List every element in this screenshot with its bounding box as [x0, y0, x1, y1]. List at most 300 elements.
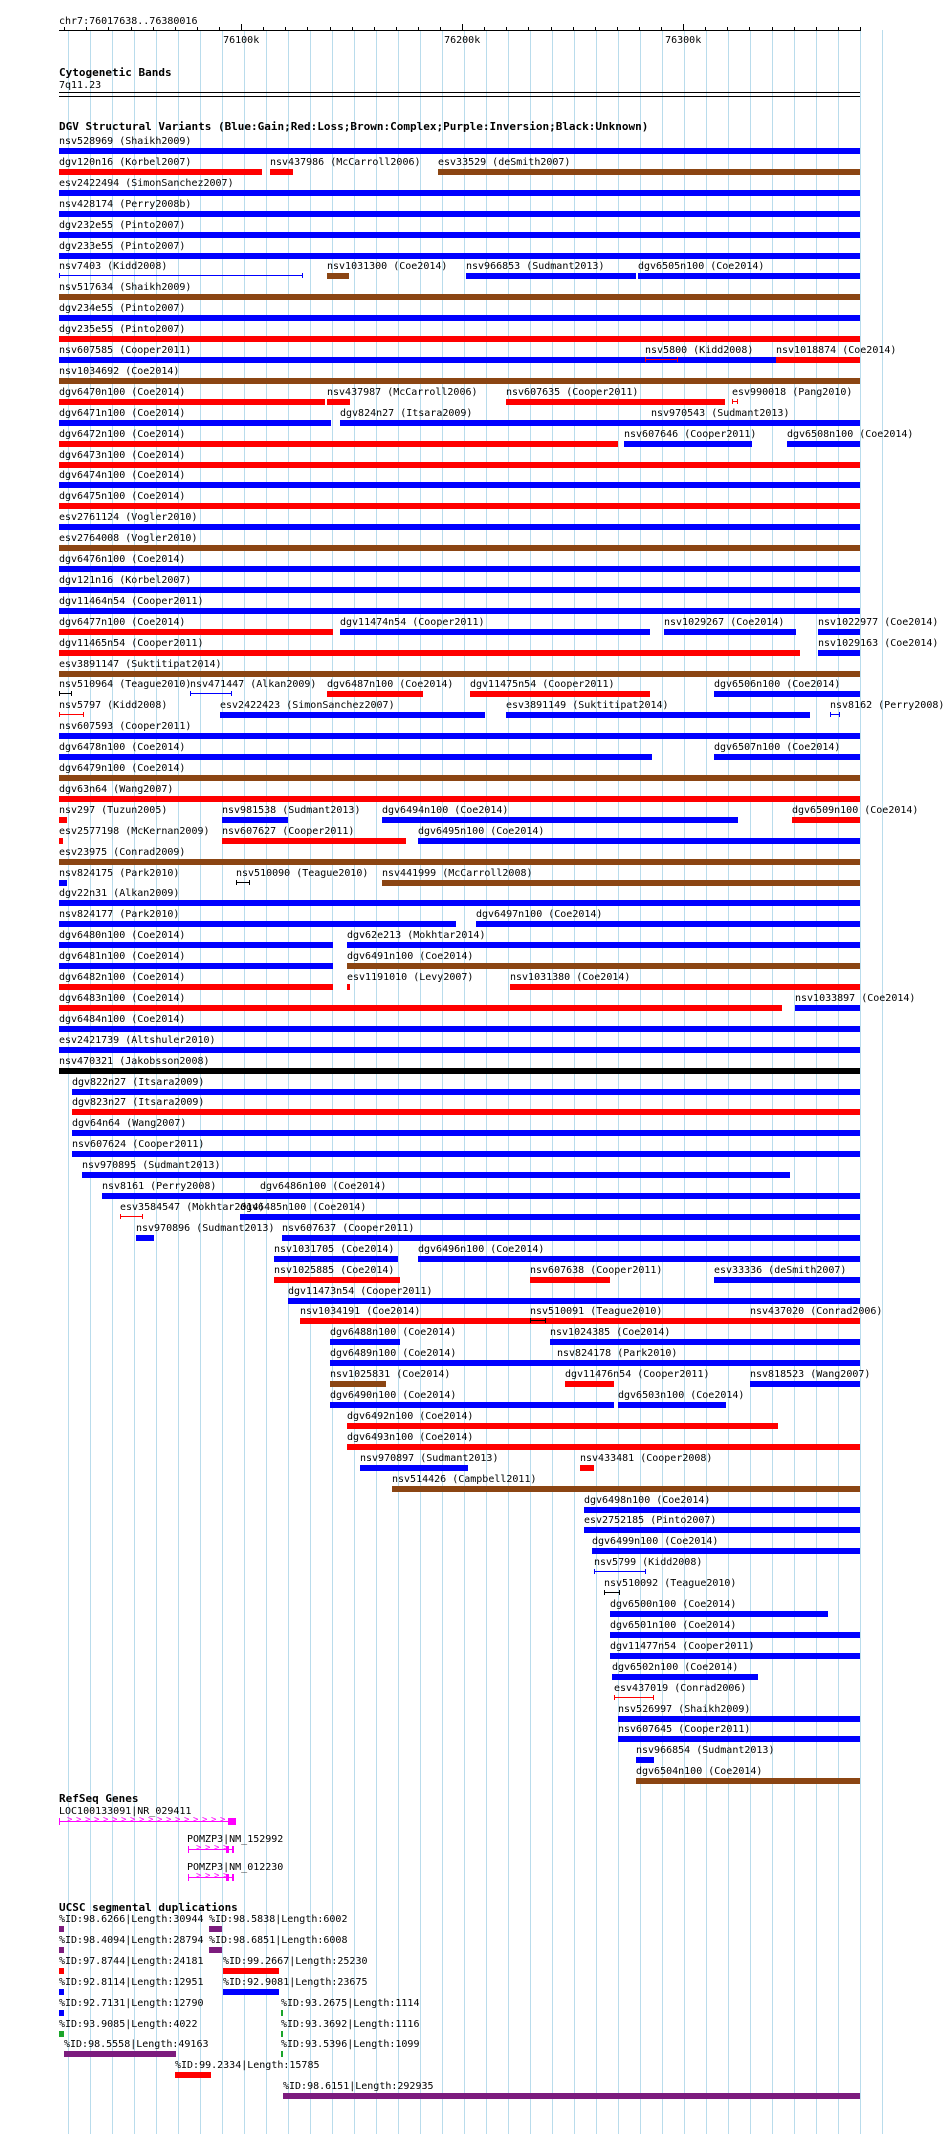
segdup-label[interactable]: %ID:93.2675|Length:1114	[281, 1997, 420, 2009]
variant-bar[interactable]	[392, 1486, 860, 1492]
variant-label[interactable]: nsv526997 (Shaikh2009)	[618, 1703, 751, 1715]
variant-bar[interactable]	[530, 1320, 546, 1321]
variant-label[interactable]: dgv11473n54 (Cooper2011)	[288, 1285, 433, 1297]
dgv-track-title[interactable]: DGV Structural Variants (Blue:Gain;Red:Loss;Brown:Complex;Purple:Inversion;Black:Unknown)	[59, 120, 649, 133]
variant-bar[interactable]	[288, 1298, 860, 1304]
segdup-label[interactable]: %ID:92.8114|Length:12951	[59, 1976, 204, 1988]
segdup-label[interactable]: %ID:98.6151|Length:292935	[283, 2081, 434, 2093]
variant-label[interactable]: nsv607624 (Cooper2011)	[72, 1139, 205, 1151]
segdup-bar[interactable]	[59, 2010, 64, 2016]
variant-label[interactable]: dgv6477n100 (Coe2014)	[59, 616, 186, 628]
variant-label[interactable]: nsv1025831 (Coe2014)	[330, 1369, 451, 1381]
variant-label[interactable]: dgv6472n100 (Coe2014)	[59, 428, 186, 440]
variant-bar[interactable]	[270, 169, 293, 175]
variant-bar[interactable]	[59, 629, 333, 635]
variant-label[interactable]: dgv63n64 (Wang2007)	[59, 783, 174, 795]
variant-label[interactable]: nsv1029163 (Coe2014)	[818, 637, 939, 649]
variant-label[interactable]: dgv11476n54 (Cooper2011)	[565, 1369, 710, 1381]
variant-bar[interactable]	[59, 441, 618, 447]
variant-label[interactable]: nsv966854 (Sudmant2013)	[636, 1745, 775, 1757]
segdup-bar[interactable]	[281, 2031, 283, 2037]
variant-label[interactable]: esv33336 (deSmith2007)	[714, 1264, 847, 1276]
variant-label[interactable]: dgv6509n100 (Coe2014)	[792, 804, 919, 816]
variant-bar[interactable]	[59, 357, 860, 363]
variant-bar[interactable]	[282, 1235, 860, 1241]
variant-bar[interactable]	[59, 232, 860, 238]
variant-label[interactable]: nsv441999 (McCarroll2008)	[382, 867, 533, 879]
variant-bar[interactable]	[506, 399, 725, 405]
variant-label[interactable]: nsv607635 (Cooper2011)	[506, 386, 639, 398]
variant-label[interactable]: dgv6503n100 (Coe2014)	[618, 1390, 745, 1401]
variant-label[interactable]: dgv824n27 (Itsara2009)	[340, 407, 473, 419]
variant-bar[interactable]	[59, 859, 860, 865]
variant-label[interactable]: esv2761124 (Vogler2010)	[59, 512, 198, 524]
variant-label[interactable]: esv23975 (Conrad2009)	[59, 846, 186, 858]
variant-label[interactable]: dgv6480n100 (Coe2014)	[59, 930, 186, 942]
variant-label[interactable]: dgv6502n100 (Coe2014)	[612, 1661, 739, 1673]
variant-bar[interactable]	[240, 1214, 860, 1220]
variant-bar[interactable]	[59, 963, 333, 969]
variant-label[interactable]: nsv8161 (Perry2008)	[102, 1181, 217, 1192]
variant-bar[interactable]	[59, 545, 860, 551]
variant-bar[interactable]	[604, 1592, 620, 1593]
variant-bar[interactable]	[59, 169, 262, 175]
variant-label[interactable]: nsv437987 (McCarroll2006)	[327, 386, 478, 398]
variant-bar[interactable]	[624, 441, 752, 447]
variant-bar[interactable]	[82, 1172, 790, 1178]
variant-bar[interactable]	[274, 1277, 400, 1283]
variant-label[interactable]: dgv6506n100 (Coe2014)	[714, 679, 841, 691]
variant-label[interactable]: nsv5800 (Kidd2008)	[645, 345, 754, 356]
variant-label[interactable]: nsv5799 (Kidd2008)	[594, 1557, 703, 1569]
variant-bar[interactable]	[347, 963, 860, 969]
variant-label[interactable]: nsv1031300 (Coe2014)	[327, 261, 448, 273]
variant-label[interactable]: esv33529 (deSmith2007)	[438, 156, 571, 168]
variant-label[interactable]: esv990018 (Pang2010)	[732, 386, 853, 398]
variant-bar[interactable]	[59, 253, 860, 259]
segdup-bar[interactable]	[223, 1989, 279, 1995]
variant-bar[interactable]	[59, 420, 331, 426]
variant-bar[interactable]	[714, 754, 860, 760]
variant-label[interactable]: nsv607638 (Cooper2011)	[530, 1264, 663, 1276]
variant-bar[interactable]	[59, 211, 860, 217]
variant-label[interactable]: esv3891149 (Suktitipat2014)	[506, 700, 669, 712]
variant-label[interactable]: nsv970543 (Sudmant2013)	[651, 407, 790, 419]
variant-label[interactable]: dgv6489n100 (Coe2014)	[330, 1348, 457, 1360]
segdup-label[interactable]: %ID:98.4094|Length:28794	[59, 1934, 204, 1946]
variant-bar[interactable]	[476, 921, 860, 927]
variant-label[interactable]: dgv6482n100 (Coe2014)	[59, 972, 186, 983]
variant-bar[interactable]	[59, 775, 860, 781]
variant-label[interactable]: nsv437020 (Conrad2006)	[750, 1306, 883, 1318]
variant-bar[interactable]	[59, 503, 860, 509]
variant-label[interactable]: esv2422494 (SimonSanchez2007)	[59, 177, 234, 189]
variant-label[interactable]: nsv297 (Tuzun2005)	[59, 804, 168, 816]
variant-label[interactable]: nsv7403 (Kidd2008)	[59, 261, 168, 273]
variant-bar[interactable]	[638, 273, 860, 279]
variant-bar[interactable]	[327, 691, 423, 697]
variant-bar[interactable]	[59, 566, 860, 572]
variant-bar[interactable]	[59, 148, 860, 154]
variant-bar[interactable]	[470, 691, 650, 697]
variant-bar[interactable]	[59, 1068, 860, 1074]
variant-label[interactable]: dgv11465n54 (Cooper2011)	[59, 637, 204, 649]
variant-label[interactable]: dgv6485n100 (Coe2014)	[240, 1201, 367, 1213]
segdup-label[interactable]: %ID:98.6266|Length:30944	[59, 1914, 204, 1925]
variant-label[interactable]: dgv6491n100 (Coe2014)	[347, 951, 474, 963]
variant-bar[interactable]	[59, 817, 67, 823]
variant-bar[interactable]	[610, 1632, 860, 1638]
gene-label[interactable]: LOC100133091|NR_029411	[59, 1806, 192, 1817]
variant-label[interactable]: nsv470321 (Jakobsson2008)	[59, 1055, 210, 1067]
variant-label[interactable]: dgv6475n100 (Coe2014)	[59, 491, 186, 503]
variant-bar[interactable]	[327, 399, 350, 405]
variant-bar[interactable]	[260, 1193, 860, 1199]
variant-label[interactable]: dgv6508n100 (Coe2014)	[787, 428, 914, 440]
variant-bar[interactable]	[59, 190, 860, 196]
variant-label[interactable]: dgv6501n100 (Coe2014)	[610, 1619, 737, 1631]
variant-bar[interactable]	[330, 1402, 614, 1408]
variant-label[interactable]: dgv11474n54 (Cooper2011)	[340, 616, 485, 628]
variant-bar[interactable]	[776, 357, 860, 363]
segdup-bar[interactable]	[223, 1968, 279, 1974]
variant-label[interactable]: nsv824178 (Park2010)	[557, 1348, 678, 1360]
variant-bar[interactable]	[72, 1109, 860, 1115]
variant-label[interactable]: dgv6498n100 (Coe2014)	[584, 1494, 711, 1506]
segdup-track-title[interactable]: UCSC segmental duplications	[59, 1901, 238, 1914]
segdup-label[interactable]: %ID:98.5558|Length:49163	[64, 2039, 209, 2051]
variant-bar[interactable]	[59, 482, 860, 488]
variant-label[interactable]: dgv6486n100 (Coe2014)	[260, 1181, 387, 1192]
variant-label[interactable]: dgv235e55 (Pinto2007)	[59, 324, 186, 336]
variant-bar[interactable]	[300, 1318, 860, 1324]
segdup-label[interactable]: %ID:98.5838|Length:6002	[209, 1914, 348, 1925]
variant-bar[interactable]	[190, 693, 232, 694]
variant-bar[interactable]	[614, 1697, 654, 1698]
variant-label[interactable]: dgv822n27 (Itsara2009)	[72, 1076, 205, 1088]
variant-bar[interactable]	[636, 1757, 654, 1763]
gene-label[interactable]: POMZP3|NM_152992	[187, 1834, 284, 1845]
refseq-track-title[interactable]: RefSeq Genes	[59, 1792, 139, 1805]
segdup-label[interactable]: %ID:97.8744|Length:24181	[59, 1955, 204, 1967]
variant-label[interactable]: dgv6474n100 (Coe2014)	[59, 470, 186, 482]
variant-bar[interactable]	[584, 1507, 860, 1513]
variant-bar[interactable]	[618, 1716, 860, 1722]
variant-bar[interactable]	[382, 817, 738, 823]
variant-label[interactable]: nsv528969 (Shaikh2009)	[59, 136, 192, 147]
variant-label[interactable]: nsv1025885 (Coe2014)	[274, 1264, 395, 1276]
segdup-bar[interactable]	[209, 1926, 222, 1932]
variant-bar[interactable]	[59, 921, 456, 927]
segdup-bar[interactable]	[281, 2010, 283, 2016]
variant-label[interactable]: esv3891147 (Suktitipat2014)	[59, 658, 222, 670]
variant-bar[interactable]	[59, 294, 860, 300]
variant-label[interactable]: nsv970896 (Sudmant2013)	[136, 1222, 275, 1234]
variant-label[interactable]: dgv11475n54 (Cooper2011)	[470, 679, 615, 691]
variant-label[interactable]: nsv1034191 (Coe2014)	[300, 1306, 421, 1318]
variant-bar[interactable]	[750, 1381, 860, 1387]
variant-bar[interactable]	[59, 880, 67, 886]
variant-label[interactable]: nsv1029267 (Coe2014)	[664, 616, 785, 628]
variant-label[interactable]: nsv818523 (Wang2007)	[750, 1369, 871, 1381]
variant-label[interactable]: dgv6479n100 (Coe2014)	[59, 763, 186, 774]
variant-label[interactable]: dgv6499n100 (Coe2014)	[592, 1536, 719, 1548]
variant-label[interactable]: nsv1033897 (Coe2014)	[795, 992, 916, 1004]
gene-label[interactable]: POMZP3|NM_012230	[187, 1862, 284, 1873]
variant-bar[interactable]	[382, 880, 860, 886]
variant-bar[interactable]	[651, 420, 860, 426]
variant-label[interactable]: nsv1031705 (Coe2014)	[274, 1243, 395, 1255]
segdup-bar[interactable]	[64, 2051, 176, 2057]
variant-label[interactable]: nsv981538 (Sudmant2013)	[222, 804, 361, 816]
variant-bar[interactable]	[636, 1778, 860, 1784]
segdup-label[interactable]: %ID:99.2334|Length:15785	[175, 2060, 320, 2072]
variant-bar[interactable]	[438, 169, 860, 175]
variant-bar[interactable]	[418, 1256, 860, 1262]
variant-bar[interactable]	[618, 1402, 726, 1408]
variant-bar[interactable]	[72, 1151, 860, 1157]
variant-label[interactable]: nsv437986 (McCarroll2006)	[270, 156, 421, 168]
variant-label[interactable]: dgv6493n100 (Coe2014)	[347, 1431, 474, 1443]
variant-label[interactable]: nsv607637 (Cooper2011)	[282, 1222, 415, 1234]
variant-bar[interactable]	[59, 838, 63, 844]
variant-bar[interactable]	[59, 942, 333, 948]
variant-bar[interactable]	[59, 796, 860, 802]
variant-bar[interactable]	[330, 1381, 386, 1387]
variant-label[interactable]: dgv6478n100 (Coe2014)	[59, 742, 186, 754]
variant-bar[interactable]	[347, 1444, 860, 1450]
variant-label[interactable]: nsv1018874 (Coe2014)	[776, 345, 897, 356]
variant-label[interactable]: dgv62e213 (Mokhtar2014)	[347, 930, 486, 942]
variant-bar[interactable]	[580, 1465, 594, 1471]
variant-bar[interactable]	[59, 587, 860, 593]
variant-label[interactable]: nsv607646 (Cooper2011)	[624, 428, 757, 440]
variant-bar[interactable]	[750, 1320, 800, 1321]
variant-bar[interactable]	[530, 1277, 610, 1283]
variant-bar[interactable]	[274, 1256, 398, 1262]
variant-bar[interactable]	[59, 1026, 860, 1032]
variant-bar[interactable]	[612, 1674, 758, 1680]
variant-label[interactable]: dgv233e55 (Pinto2007)	[59, 240, 186, 252]
variant-bar[interactable]	[584, 1527, 860, 1533]
variant-bar[interactable]	[59, 399, 325, 405]
variant-label[interactable]: nsv514426 (Campbell2011)	[392, 1473, 537, 1485]
variant-label[interactable]: dgv6500n100 (Coe2014)	[610, 1599, 737, 1610]
variant-label[interactable]: esv2577198 (McKernan2009)	[59, 825, 210, 837]
variant-label[interactable]: nsv824175 (Park2010)	[59, 867, 180, 879]
segdup-label[interactable]: %ID:92.9081|Length:23675	[223, 1976, 368, 1988]
variant-label[interactable]: dgv6505n100 (Coe2014)	[638, 261, 765, 273]
variant-label[interactable]: esv437019 (Conrad2006)	[614, 1682, 747, 1694]
variant-bar[interactable]	[59, 608, 860, 614]
variant-label[interactable]: nsv1022977 (Coe2014)	[818, 616, 939, 628]
variant-bar[interactable]	[795, 1005, 860, 1011]
variant-label[interactable]: dgv6490n100 (Coe2014)	[330, 1390, 457, 1401]
variant-bar[interactable]	[222, 838, 406, 844]
variant-label[interactable]: esv2422423 (SimonSanchez2007)	[220, 700, 395, 712]
variant-label[interactable]: dgv823n27 (Itsara2009)	[72, 1097, 205, 1109]
variant-bar[interactable]	[59, 275, 303, 276]
segdup-label[interactable]: %ID:93.3692|Length:1116	[281, 2018, 420, 2030]
variant-bar[interactable]	[59, 462, 860, 468]
variant-bar[interactable]	[565, 1381, 614, 1387]
variant-label[interactable]: nsv510964 (Teague2010)	[59, 679, 192, 691]
variant-bar[interactable]	[550, 1339, 860, 1345]
variant-bar[interactable]	[136, 1235, 154, 1241]
variant-label[interactable]: esv2764008 (Vogler2010)	[59, 533, 198, 545]
variant-bar[interactable]	[327, 273, 349, 279]
segdup-label[interactable]: %ID:92.7131|Length:12790	[59, 1997, 204, 2009]
variant-bar[interactable]	[59, 336, 860, 342]
variant-label[interactable]: nsv510092 (Teague2010)	[604, 1578, 737, 1590]
variant-label[interactable]: nsv471447 (Alkan2009)	[190, 679, 317, 691]
variant-bar[interactable]	[347, 942, 860, 948]
variant-bar[interactable]	[72, 1130, 860, 1136]
segdup-label[interactable]: %ID:93.9085|Length:4022	[59, 2018, 198, 2030]
variant-bar[interactable]	[714, 691, 860, 697]
variant-bar[interactable]	[59, 984, 333, 990]
variant-label[interactable]: dgv6481n100 (Coe2014)	[59, 951, 186, 963]
variant-label[interactable]: dgv11464n54 (Cooper2011)	[59, 595, 204, 607]
variant-label[interactable]: dgv6507n100 (Coe2014)	[714, 742, 841, 754]
variant-bar[interactable]	[347, 984, 350, 990]
variant-label[interactable]: nsv970897 (Sudmant2013)	[360, 1452, 499, 1464]
ruler-tick-label: 76100k	[223, 35, 260, 46]
variant-bar[interactable]	[645, 359, 678, 360]
variant-bar[interactable]	[818, 629, 860, 635]
variant-label[interactable]: dgv22n31 (Alkan2009)	[59, 888, 180, 900]
variant-bar[interactable]	[610, 1611, 828, 1617]
variant-label[interactable]: dgv6504n100 (Coe2014)	[636, 1766, 763, 1778]
variant-bar[interactable]	[510, 984, 860, 990]
variant-bar[interactable]	[59, 733, 860, 739]
variant-bar[interactable]	[59, 671, 860, 677]
variant-bar[interactable]	[59, 900, 860, 906]
variant-label[interactable]: nsv824177 (Park2010)	[59, 909, 180, 921]
variant-label[interactable]: dgv6488n100 (Coe2014)	[330, 1327, 457, 1339]
variant-bar[interactable]	[557, 1360, 860, 1366]
variant-label[interactable]: dgv121n16 (Korbel2007)	[59, 574, 192, 586]
variant-label[interactable]: dgv6487n100 (Coe2014)	[327, 679, 454, 691]
segdup-bar[interactable]	[59, 1989, 64, 1995]
variant-label[interactable]: nsv607585 (Cooper2011)	[59, 345, 192, 356]
variant-label[interactable]: nsv1031380 (Coe2014)	[510, 972, 631, 983]
variant-bar[interactable]	[592, 1548, 860, 1554]
variant-bar[interactable]	[120, 1216, 143, 1217]
variant-label[interactable]: dgv11477n54 (Cooper2011)	[610, 1640, 755, 1652]
variant-bar[interactable]	[330, 1339, 400, 1345]
variant-bar[interactable]	[59, 714, 84, 715]
variant-bar[interactable]	[59, 1005, 782, 1011]
variant-bar[interactable]	[347, 1423, 778, 1429]
variant-bar[interactable]	[610, 1653, 860, 1659]
variant-bar[interactable]	[59, 378, 860, 384]
variant-label[interactable]: dgv234e55 (Pinto2007)	[59, 303, 186, 315]
variant-label[interactable]: dgv6497n100 (Coe2014)	[476, 909, 603, 921]
variant-label[interactable]: nsv607593 (Cooper2011)	[59, 721, 192, 733]
variant-label[interactable]: nsv8162 (Perry2008)	[830, 700, 944, 712]
variant-bar[interactable]	[818, 650, 860, 656]
variant-bar[interactable]	[59, 650, 800, 656]
variant-label[interactable]: nsv1034692 (Coe2014)	[59, 365, 180, 377]
variant-label[interactable]: esv2752185 (Pinto2007)	[584, 1515, 717, 1527]
variant-bar[interactable]	[59, 754, 652, 760]
variant-bar[interactable]	[236, 882, 250, 883]
segdup-bar[interactable]	[59, 2031, 64, 2037]
variant-bar[interactable]	[59, 524, 860, 530]
variant-label[interactable]: dgv64n64 (Wang2007)	[72, 1118, 187, 1130]
variant-bar[interactable]	[72, 1089, 860, 1095]
variant-bar[interactable]	[792, 817, 860, 823]
variant-label[interactable]: dgv6495n100 (Coe2014)	[418, 825, 545, 837]
variant-label[interactable]: nsv517634 (Shaikh2009)	[59, 282, 192, 294]
segdup-bar[interactable]	[283, 2093, 860, 2099]
segdup-bar[interactable]	[59, 1947, 64, 1953]
variant-bar[interactable]	[787, 441, 860, 447]
variant-label[interactable]: dgv6496n100 (Coe2014)	[418, 1243, 545, 1255]
variant-label[interactable]: nsv510090 (Teague2010)	[236, 867, 369, 879]
variant-label[interactable]: dgv6476n100 (Coe2014)	[59, 554, 186, 565]
variant-label[interactable]: nsv510091 (Teague2010)	[530, 1306, 663, 1318]
segdup-bar[interactable]	[175, 2072, 211, 2078]
variant-bar[interactable]	[222, 817, 288, 823]
variant-label[interactable]: nsv428174 (Perry2008b)	[59, 198, 192, 210]
variant-label[interactable]: nsv1024385 (Coe2014)	[550, 1327, 671, 1339]
segdup-bar[interactable]	[281, 2051, 283, 2057]
segdup-bar[interactable]	[209, 1947, 222, 1953]
variant-bar[interactable]	[340, 629, 650, 635]
segdup-label[interactable]: %ID:99.2667|Length:25230	[223, 1955, 368, 1967]
variant-label[interactable]: nsv607627 (Cooper2011)	[222, 825, 355, 837]
variant-label[interactable]: nsv433481 (Cooper2008)	[580, 1452, 713, 1464]
variant-bar[interactable]	[714, 1277, 860, 1283]
variant-label[interactable]: dgv6483n100 (Coe2014)	[59, 992, 186, 1004]
variant-bar[interactable]	[59, 1047, 860, 1053]
segdup-bar[interactable]	[59, 1968, 64, 1974]
cytoband-track-title[interactable]: Cytogenetic Bands	[59, 66, 172, 79]
segdup-label[interactable]: %ID:98.6851|Length:6008	[209, 1934, 348, 1946]
variant-label[interactable]: dgv6492n100 (Coe2014)	[347, 1410, 474, 1422]
variant-label[interactable]: nsv966853 (Sudmant2013)	[466, 261, 605, 273]
variant-bar[interactable]	[220, 712, 485, 718]
variant-label[interactable]: nsv970895 (Sudmant2013)	[82, 1160, 221, 1172]
variant-label[interactable]: dgv6484n100 (Coe2014)	[59, 1013, 186, 1025]
variant-label[interactable]: nsv607645 (Cooper2011)	[618, 1724, 751, 1736]
variant-label[interactable]: dgv120n16 (Korbel2007)	[59, 156, 192, 168]
variant-bar[interactable]	[59, 315, 860, 321]
variant-bar[interactable]	[360, 1465, 468, 1471]
variant-bar[interactable]	[618, 1736, 860, 1742]
variant-label[interactable]: dgv232e55 (Pinto2007)	[59, 219, 186, 231]
variant-label[interactable]: dgv6494n100 (Coe2014)	[382, 804, 509, 816]
strand-arrow-icon: >	[211, 1815, 217, 1825]
variant-label[interactable]: dgv6473n100 (Coe2014)	[59, 449, 186, 461]
variant-label[interactable]: dgv6470n100 (Coe2014)	[59, 386, 186, 398]
variant-bar[interactable]	[466, 273, 636, 279]
variant-label[interactable]: esv2421739 (Altshuler2010)	[59, 1034, 216, 1046]
variant-label[interactable]: nsv5797 (Kidd2008)	[59, 700, 168, 712]
variant-label[interactable]: esv1191010 (Levy2007)	[347, 972, 474, 983]
ruler-tick	[639, 27, 640, 31]
segdup-bar[interactable]	[59, 1926, 64, 1932]
variant-label[interactable]: dgv6471n100 (Coe2014)	[59, 407, 186, 419]
variant-bar[interactable]	[506, 712, 810, 718]
variant-bar[interactable]	[664, 629, 796, 635]
variant-bar[interactable]	[594, 1571, 646, 1572]
variant-label[interactable]: esv3584547 (Mokhtar2014)	[120, 1201, 265, 1213]
variant-bar[interactable]	[418, 838, 860, 844]
segdup-label[interactable]: %ID:93.5396|Length:1099	[281, 2039, 420, 2051]
